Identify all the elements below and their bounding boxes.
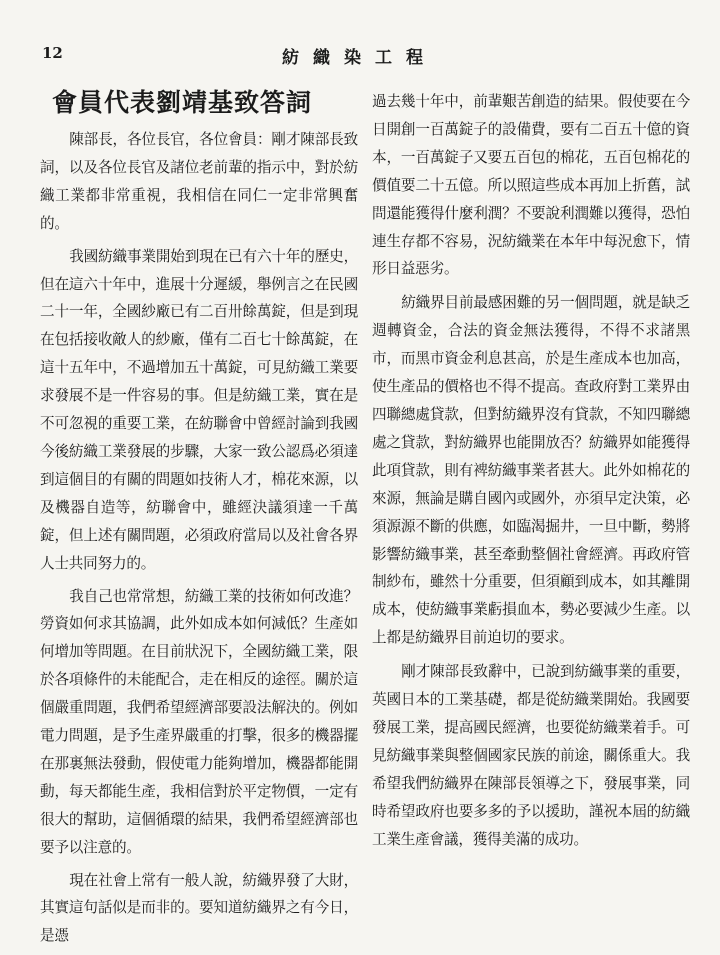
- running-header: 紡織染工程: [282, 48, 437, 68]
- article-title: 會員代表劉靖基致答詞: [52, 88, 313, 117]
- paragraph: 剛才陳部長致辭中，已說到紡織事業的重要，英國日本的工業基礎，都是從紡織業開始。我國要發展工業，提高國民經濟，也要從紡織業着手。可見紡織事業與整個國家民族的前途，關係重大。我希望我們紡織界在陳部長領導之下，發展事業，同時希望政府也要多多的予以援助，謹祝本屆的紡織工業生產會議，獲得美滿的成功。: [372, 663, 690, 848]
- page-number: 12: [42, 44, 63, 62]
- paragraph: 紡織界目前最感困難的另一個問題，就是缺乏週轉資金，合法的資金無法獲得，不得不求諸黑市，而黑市資金利息甚高，於是生產成本也加高，使生產品的價格也不得不提高。查政府對工業界由四聯總處貸款，但對紡織界沒有貸款，不知四聯總處之貸款，對紡織界也能開放否？紡織界如能獲得此項貸款，則有裨紡織事業者甚大。此外如棉花的來源，無論是購自國內或國外，亦須早定決策，必須源源不斷的供應，如臨渴掘井，一旦中斷，勢將影響紡織事業，甚至牽動整個社會經濟。再政府管制紗布，雖然十分重要，但須顧到成本，如其離開成本，使紡織事業虧損血本，勢必要減少生產。以上都是紡織界目前迫切的要求。: [372, 294, 690, 647]
- paragraph: 過去幾十年中，前輩艱苦創造的結果。假使要在今日開創一百萬錠子的設備費，要有二百五十億的資本，一百萬錠子又要五百包的棉花，五百包棉花的價值要二十五億。所以照這些成本再加上折舊，試問還能獲得什麼利潤？不要說利潤難以獲得，恐怕連生存都不容易，況紡織業在本年中每況愈下，情形日益惡劣。: [372, 93, 690, 278]
- paragraph: 現在社會上常有一般人說，紡織界發了大財，其實這句話似是而非的。要知道紡織界之有今日，是憑: [40, 871, 358, 945]
- paragraph: 我自己也常常想，紡織工業的技術如何改進？勞資如何求其協調，此外如成本如何減低？生產如何增加等問題。在目前狀況下，全國紡織工業，限於各項條件的未能配合，走在相反的途徑。關於這個嚴重問題，我們希望經濟部要設法解決的。例如電力問題，是予生產界嚴重的打擊，很多的機器擺在那裏無法發動，假使電力能夠增加，機器都能開動，每天都能生產，我相信對於平定物價，一定有很大的幫助，這個循環的結果，我們希望經濟部也要予以注意的。: [40, 587, 358, 856]
- right-column: [372, 88, 690, 859]
- left-column: [40, 84, 358, 955]
- paragraph: 陳部長，各位長官，各位會員：剛才陳部長致詞，以及各位長官及諸位老前輩的指示中，對於紡織工業都非常重視，我相信在同仁一定非常興奮的。: [40, 131, 358, 232]
- paragraph: 我國紡織事業開始到現在已有六十年的歷史，但在這六十年中，進展十分遲緩，舉例言之在民國二十一年，全國紗廠已有二百卅餘萬錠，但是到現在包括接收敵人的紗廠，僅有二百七十餘萬錠，在這十五年中，不過增加五十萬錠，可見紡織工業要求發展不是一件容易的事。但是紡織工業，實在是不可忽視的重要工業，在紡聯會中曾經討論到我國今後紡織工業發展的步驟，大家一致公認爲必須達到這個目的有關的問題如技術人才，棉花來源，以及機器自造等，紡聯會中，雖經決議須達一千萬錠，但上述有關問題，必須政府當局以及社會各界人士共同努力的。: [40, 247, 358, 572]
